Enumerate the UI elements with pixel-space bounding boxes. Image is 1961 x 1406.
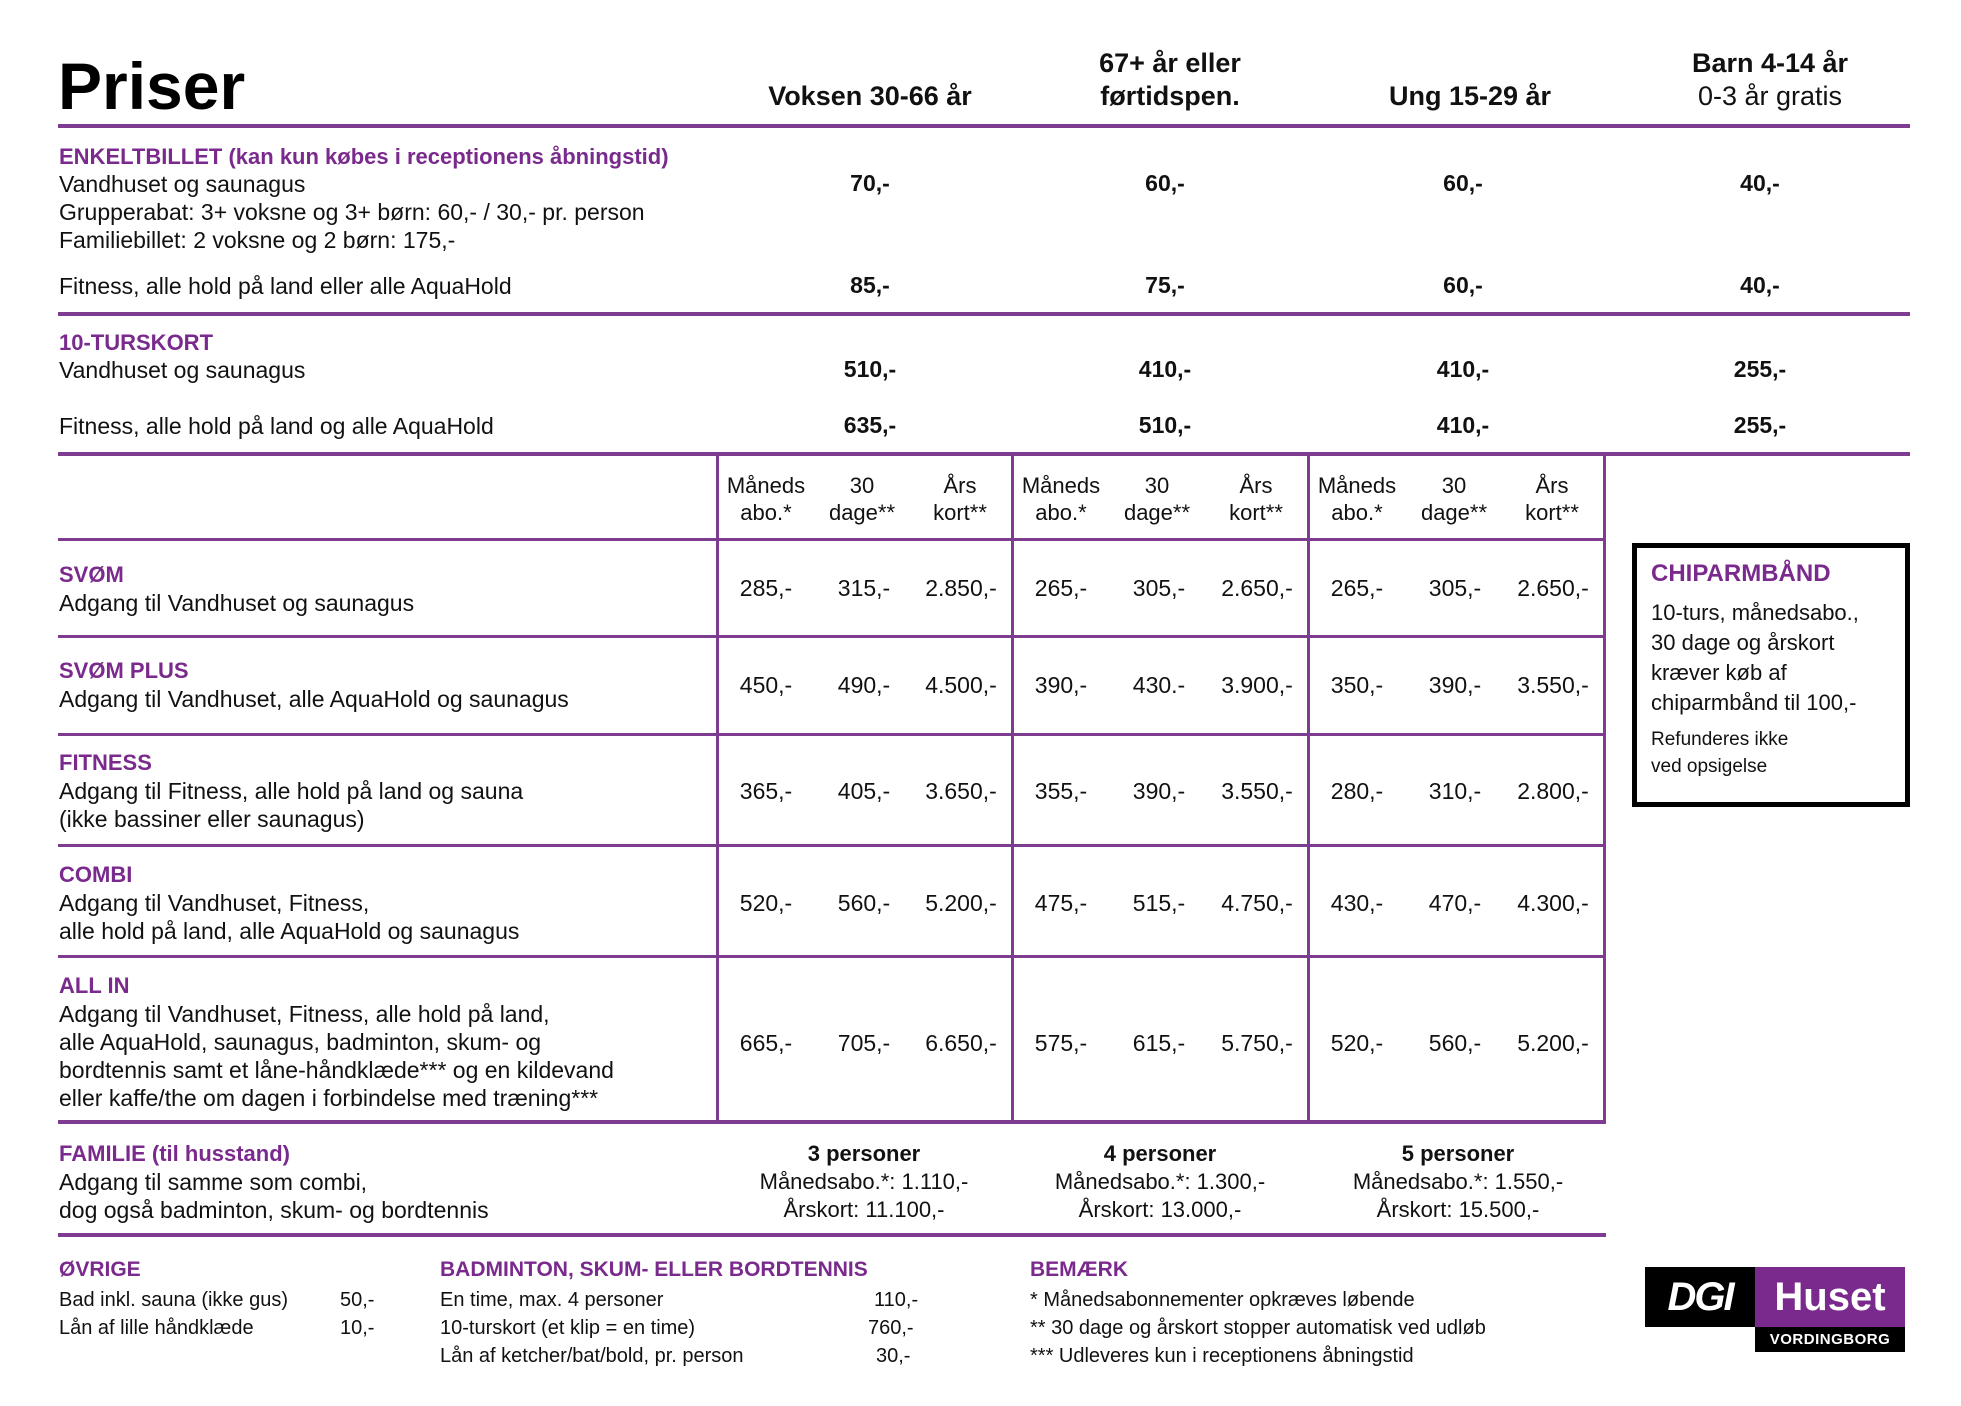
price-cell: 515,- (1132, 890, 1186, 916)
section-divider (58, 452, 1910, 456)
price-cell: 635,- (843, 412, 897, 438)
row-note: Grupperabat: 3+ voksne og 3+ børn: 60,- / 30,- pr. person (59, 199, 645, 225)
chiparmbaand-heading: CHIPARMBÅND (1651, 560, 1831, 587)
row-label: Fitness, alle hold på land eller alle AquaHold (59, 273, 512, 299)
subscription-name: FITNESS (59, 750, 152, 775)
column-header-label: Voksen 30-66 år (768, 81, 972, 111)
price-cell: 2.650,- (1517, 575, 1589, 601)
subscription-name: SVØM (59, 562, 124, 587)
price-cell: 520,- (1330, 1030, 1384, 1056)
row-divider (58, 733, 1606, 736)
price-cell: 615,- (1132, 1030, 1186, 1056)
price-cell: 390,- (1132, 778, 1186, 804)
subheader-aarskort: Års kort** (1525, 473, 1579, 525)
subheader-maaneds: Måneds abo.* (1021, 473, 1101, 525)
row-divider (58, 955, 1606, 958)
grid-line (1603, 452, 1606, 1124)
price-cell: 3.650,- (925, 778, 997, 804)
price-cell: 60,- (1443, 272, 1483, 298)
price-cell: 40,- (1740, 272, 1780, 298)
price-cell: 390,- (1034, 672, 1088, 698)
price-cell: 705,- (837, 1030, 891, 1056)
page-title: Priser (58, 49, 246, 123)
price-cell: 265,- (1330, 575, 1384, 601)
column-header-sublabel: 0-3 år gratis (1697, 81, 1843, 111)
subscription-desc: Adgang til Vandhuset, Fitness, alle hold på land, (59, 1001, 550, 1027)
subheader-30-dage: 30 dage** (1123, 473, 1191, 525)
price-cell: 560,- (1428, 1030, 1482, 1056)
price-cell: 75,- (1145, 272, 1185, 298)
row-label: Vandhuset og saunagus (59, 357, 306, 383)
price-cell: 3.550,- (1221, 778, 1293, 804)
price-cell: 410,- (1436, 412, 1490, 438)
price-cell: 280,- (1330, 778, 1384, 804)
price-cell: 350,- (1330, 672, 1384, 698)
logo-city: VORDINGBORG (1755, 1327, 1905, 1352)
price-cell: 3.550,- (1517, 672, 1589, 698)
price-cell: 560,- (837, 890, 891, 916)
price-cell: 4.500,- (925, 672, 997, 698)
footnote: *** Udleveres kun i receptionens åbningstid (1030, 1345, 1414, 1367)
ovrige-item-price: 10,- (340, 1317, 375, 1339)
price-cell: 265,- (1034, 575, 1088, 601)
section-heading-turskort: 10-TURSKORT (59, 330, 214, 355)
row-divider (58, 635, 1606, 638)
column-header-pensioner (1030, 47, 1310, 113)
section-heading-bemaerk: BEMÆRK (1030, 1258, 1128, 1281)
subscription-desc: eller kaffe/the om dagen i forbindelse med træning*** (59, 1085, 599, 1111)
section-heading-ovrige: ØVRIGE (59, 1258, 141, 1281)
subscription-name: ALL IN (59, 973, 130, 998)
price-cell: 305,- (1428, 575, 1482, 601)
badminton-item-label: Lån af ketcher/bat/bold, pr. person (440, 1345, 744, 1367)
price-cell: 40,- (1740, 170, 1780, 196)
price-cell: 665,- (739, 1030, 793, 1056)
price-cell: 430.- (1132, 672, 1186, 698)
price-cell: 255,- (1733, 412, 1787, 438)
price-cell: 365,- (739, 778, 793, 804)
price-cell: 355,- (1034, 778, 1088, 804)
column-header-label: Barn 4-14 år (1691, 48, 1849, 78)
price-cell: 60,- (1145, 170, 1185, 196)
subscription-desc: alle AquaHold, saunagus, badminton, skum- og (59, 1029, 542, 1055)
price-cell: 410,- (1138, 356, 1192, 382)
subheader-30-dage: 30 dage** (1420, 473, 1488, 525)
price-cell: 5.750,- (1221, 1030, 1293, 1056)
subscription-desc: Adgang til Vandhuset, alle AquaHold og saunagus (59, 686, 569, 712)
section-heading-enkeltbillet: ENKELTBILLET (kan kun købes i receptionens åbningstid) (59, 144, 669, 169)
price-cell: 450,- (739, 672, 793, 698)
price-cell: 3.900,- (1221, 672, 1293, 698)
row-label: Vandhuset og saunagus (59, 171, 306, 197)
price-cell: 2.850,- (925, 575, 997, 601)
subheader-maaneds: Måneds abo.* (726, 473, 806, 525)
section-divider (58, 1233, 1606, 1237)
price-cell: 5.200,- (1517, 1030, 1589, 1056)
chiparmbaand-notice (1632, 543, 1910, 807)
subscription-desc: (ikke bassiner eller saunagus) (59, 806, 365, 832)
subheader-aarskort: Års kort** (1229, 473, 1283, 525)
logo-huset: Huset (1755, 1267, 1905, 1327)
price-cell: 470,- (1428, 890, 1482, 916)
price-cell: 520,- (739, 890, 793, 916)
price-cell: 315,- (837, 575, 891, 601)
price-cell: 410,- (1436, 356, 1490, 382)
price-cell: 2.800,- (1517, 778, 1589, 804)
familie-option-5: 5 personer Månedsabo.*: 1.550,- Årskort: 15.500,- (1352, 1141, 1564, 1222)
section-heading-badminton: BADMINTON, SKUM- ELLER BORDTENNIS (440, 1258, 868, 1281)
row-note: Familiebillet: 2 voksne og 2 børn: 175,- (59, 227, 456, 253)
price-cell: 310,- (1428, 778, 1482, 804)
badminton-item-price: 760,- (868, 1317, 914, 1339)
subheader-30-dage: 30 dage** (828, 473, 896, 525)
header-divider (58, 124, 1910, 128)
subscription-desc: Adgang til Vandhuset og saunagus (59, 590, 415, 616)
price-cell: 510,- (1138, 412, 1192, 438)
column-header-voksen (730, 80, 1010, 113)
price-cell: 405,- (837, 778, 891, 804)
section-divider (58, 1120, 1606, 1124)
column-header-ung (1330, 80, 1610, 113)
subscription-desc: Adgang til Vandhuset, Fitness, (59, 890, 370, 916)
column-header-label-line2: førtidspen. (1100, 81, 1240, 111)
price-cell: 70,- (850, 170, 890, 196)
row-label: Fitness, alle hold på land og alle AquaHold (59, 413, 494, 439)
price-cell: 4.300,- (1517, 890, 1589, 916)
price-cell: 60,- (1443, 170, 1483, 196)
price-cell: 5.200,- (925, 890, 997, 916)
footnote: * Månedsabonnementer opkræves løbende (1030, 1289, 1415, 1311)
price-cell: 475,- (1034, 890, 1088, 916)
badminton-item-label: En time, max. 4 personer (440, 1289, 664, 1311)
familie-desc: Adgang til samme som combi, (59, 1169, 368, 1195)
familie-option-4: 4 personer Månedsabo.*: 1.300,- Årskort: 13.000,- (1054, 1141, 1266, 1222)
row-divider (58, 538, 1606, 541)
familie-option-3: 3 personer Månedsabo.*: 1.110,- Årskort: 11.100,- (759, 1141, 969, 1222)
ovrige-item-label: Bad inkl. sauna (ikke gus) (59, 1289, 289, 1311)
familie-desc: dog også badminton, skum- og bordtennis (59, 1197, 489, 1223)
price-cell: 255,- (1733, 356, 1787, 382)
subscription-desc: Adgang til Fitness, alle hold på land og sauna (59, 778, 524, 804)
subscription-desc: bordtennis samt et låne-håndklæde*** og en kildevand (59, 1057, 614, 1083)
column-header-label: 67+ år eller (1099, 48, 1241, 78)
footnote: ** 30 dage og årskort stopper automatisk ved udløb (1030, 1317, 1486, 1339)
chiparmbaand-body: 10-turs, månedsabo., 30 dage og årskort kræver køb af chiparmbånd til 100,- (1651, 600, 1859, 715)
dgi-huset-logo (1645, 1267, 1905, 1352)
section-heading-familie: FAMILIE (til husstand) (59, 1141, 290, 1166)
column-header-label: Ung 15-29 år (1388, 81, 1552, 111)
price-cell: 490,- (837, 672, 891, 698)
ovrige-item-label: Lån af lille håndklæde (59, 1317, 254, 1339)
price-cell: 305,- (1132, 575, 1186, 601)
ovrige-item-price: 50,- (340, 1289, 375, 1311)
badminton-item-label: 10-turskort (et klip = en time) (440, 1317, 696, 1339)
price-cell: 85,- (850, 272, 890, 298)
price-cell: 575,- (1034, 1030, 1088, 1056)
price-cell: 2.650,- (1221, 575, 1293, 601)
badminton-item-price: 30,- (876, 1345, 911, 1367)
price-cell: 6.650,- (925, 1030, 997, 1056)
price-cell: 4.750,- (1221, 890, 1293, 916)
logo-dgi: DGI (1645, 1267, 1755, 1327)
subheader-maaneds: Måneds abo.* (1317, 473, 1397, 525)
subheader-aarskort: Års kort** (933, 473, 987, 525)
chiparmbaand-note: Refunderes ikke ved opsigelse (1651, 729, 1789, 777)
row-divider (58, 844, 1606, 847)
column-header-barn (1630, 47, 1910, 113)
badminton-item-price: 110,- (874, 1289, 919, 1311)
price-cell: 285,- (739, 575, 793, 601)
price-cell: 390,- (1428, 672, 1482, 698)
price-cell: 430,- (1330, 890, 1384, 916)
subscription-name: COMBI (59, 862, 133, 887)
section-divider (58, 312, 1910, 316)
price-cell: 510,- (843, 356, 897, 382)
subscription-name: SVØM PLUS (59, 658, 189, 683)
subscription-desc: alle hold på land, alle AquaHold og saunagus (59, 918, 520, 944)
